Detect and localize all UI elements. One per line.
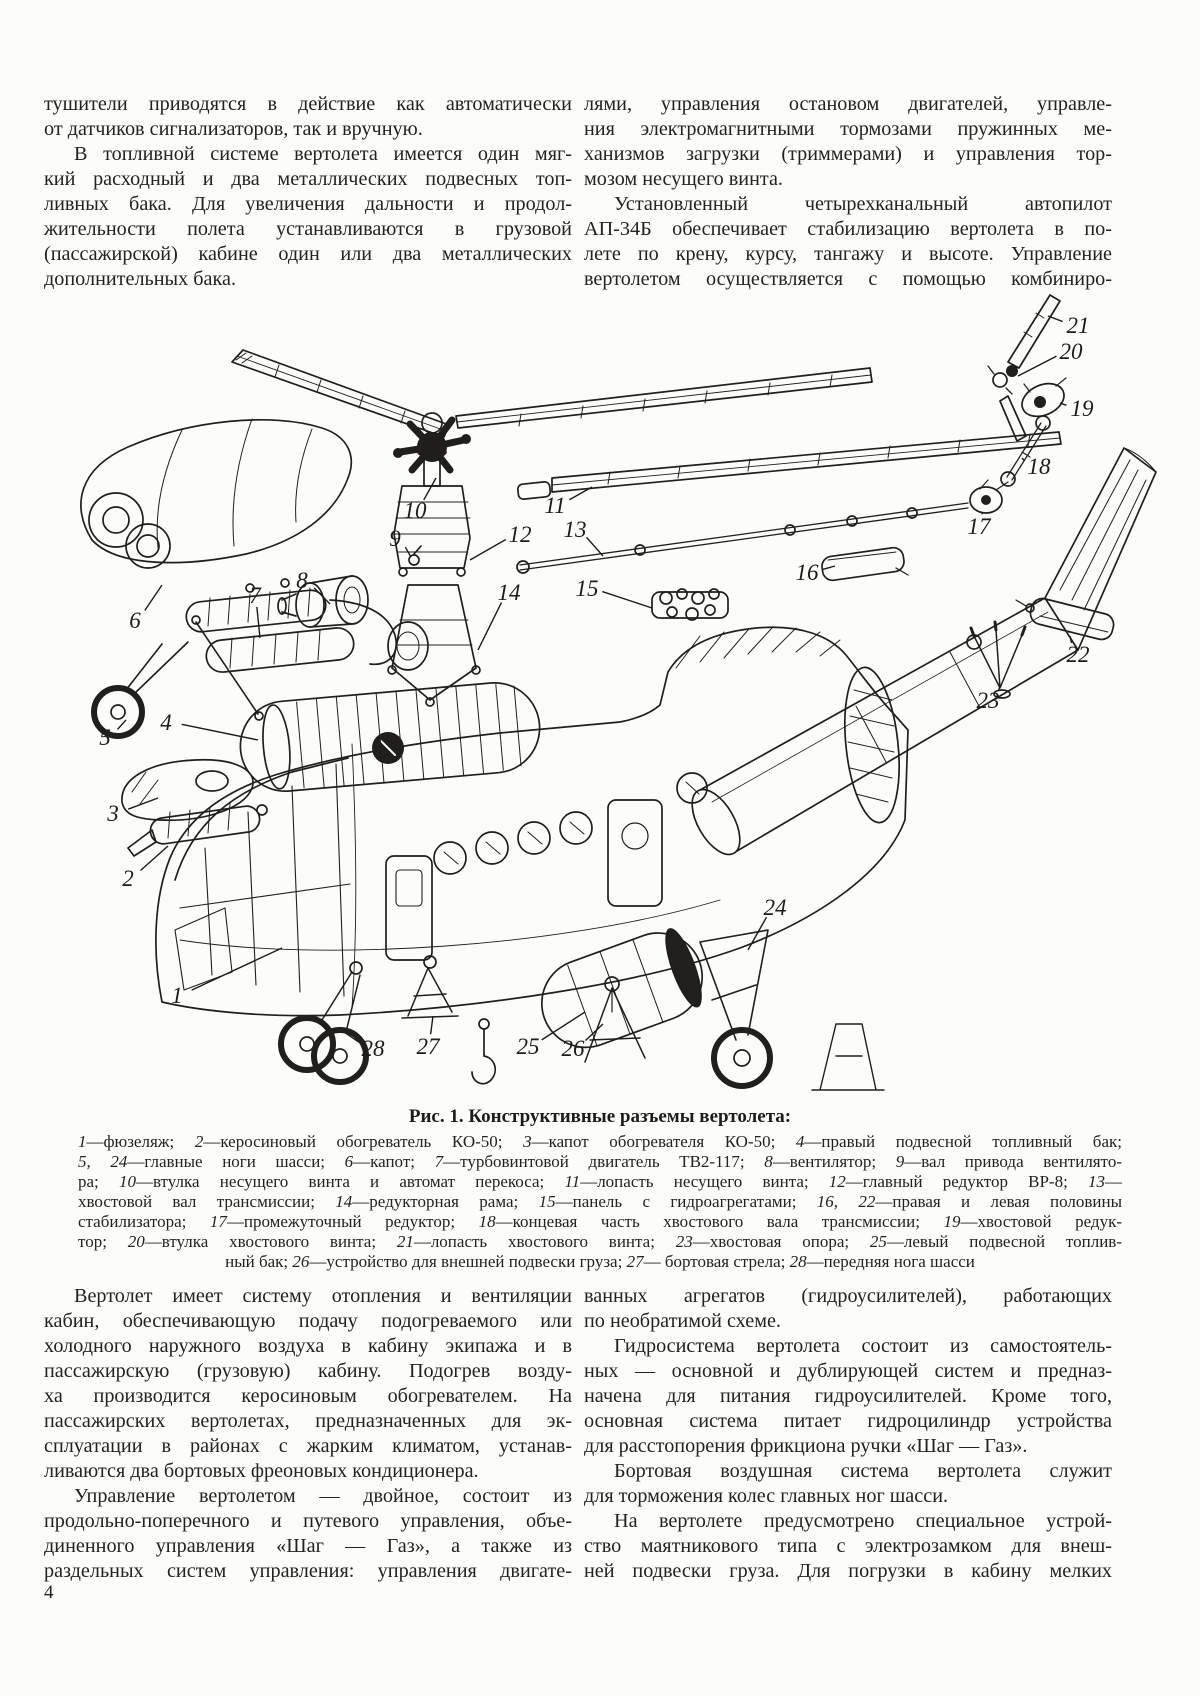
- text-line: лями, управления остановом двигателей, управле-: [584, 93, 1112, 115]
- label-leader-line: [117, 720, 126, 729]
- legend-line: ра; 10—втулка несущего винта и автомат перекоса; 11—лопасть несущего винта; 12—главный редуктор ВР-8; 13—: [78, 1172, 1122, 1191]
- diagram-label-27: 27: [416, 1034, 440, 1059]
- label-leader-line: [1022, 458, 1025, 461]
- diagram-label-15: 15: [575, 576, 599, 601]
- text-line: сплуатации в районах с жарким климатом, устанав-: [44, 1435, 572, 1457]
- diagram-label-18: 18: [1027, 454, 1051, 479]
- diagram-label-12: 12: [508, 522, 532, 547]
- text-line: пассажирских вертолетах, предназначенных для эк-: [44, 1410, 572, 1432]
- rear-gear: [700, 930, 884, 1090]
- text-line: ливных бака. Для увеличения дальности и продол-: [44, 193, 572, 215]
- heater-ko50: [128, 804, 267, 856]
- diagram-label-1: 1: [171, 983, 183, 1008]
- main-rotor-blade-left: [232, 350, 449, 437]
- diagram-label-13: 13: [563, 517, 587, 542]
- tail-rotor-hub: [988, 365, 1018, 394]
- diagram-label-19: 19: [1070, 396, 1094, 421]
- label-leader-line: [431, 1016, 433, 1034]
- text-line: ванных агрегатов (гидроусилителей), работающих: [584, 1285, 1112, 1307]
- text-line: Бортовая воздушная система вертолета служит: [614, 1460, 1112, 1482]
- text-line: Вертолет имеет систему отопления и вентиляции: [74, 1285, 572, 1307]
- fan: [278, 576, 368, 627]
- diagram-labels: [99, 313, 1094, 1061]
- text-line: мозом несущего винта.: [584, 168, 783, 190]
- text-line: для расстопорения фрикциона ручки «Шаг — Газ».: [584, 1435, 1028, 1457]
- diagram-label-8: 8: [296, 568, 308, 593]
- diagram-label-26: 26: [561, 1036, 585, 1061]
- legend-line: хвостовой вал трансмиссии; 14—редукторная рама; 15—панель с гидроагрегатами; 16, 22—правая и левая половины: [78, 1192, 1123, 1211]
- figure-caption: Рис. 1. Конструктивные разъемы вертолета:: [408, 1106, 792, 1127]
- diagram-label-20: 20: [1059, 339, 1083, 364]
- text-line: ство маятникового типа с электрозамком для внеш-: [584, 1535, 1112, 1557]
- heater-cowl: [122, 760, 253, 820]
- diagram-label-28: 28: [361, 1036, 385, 1061]
- label-leader-line: [314, 588, 330, 604]
- diagram-label-2: 2: [122, 866, 134, 891]
- label-leader-line: [1048, 316, 1063, 322]
- text-line: продольно-поперечного и путевого управления, объе-: [44, 1510, 572, 1532]
- diagram-label-5: 5: [99, 725, 111, 750]
- diagram-label-24: 24: [763, 895, 787, 920]
- text-line: от датчиков сигнализаторов, так и вручную.: [44, 118, 423, 140]
- text-line: Управление вертолетом — двойное, состоит из: [74, 1485, 572, 1507]
- diagram-label-25: 25: [516, 1034, 540, 1059]
- diagram-label-10: 10: [403, 498, 427, 523]
- legend-line: тор; 20—втулка хвостового винта; 21—лопасть хвостового винта; 23—хвостовая опора; 25—левый подвесной топлив-: [78, 1232, 1122, 1251]
- label-leader-line: [182, 724, 258, 740]
- text-line: ных — основной и дублирующей систем и предназ-: [584, 1360, 1112, 1382]
- text-line: дополнительных бака.: [44, 268, 236, 290]
- text-line: ха производится керосиновым обогревателем. На: [44, 1385, 572, 1407]
- label-leader-line: [823, 566, 835, 569]
- fuselage: [156, 627, 908, 1015]
- diagram-label-17: 17: [967, 514, 991, 539]
- diagram-label-11: 11: [544, 493, 566, 518]
- text-line: Установленный четырехканальный автопилот: [614, 193, 1112, 215]
- label-leader-line: [602, 592, 652, 608]
- diagram-label-23: 23: [976, 688, 1000, 713]
- text-line: лете по крену, курсу, тангажу и высоте. Управление: [584, 243, 1112, 265]
- main-rotor-blade-right: [456, 368, 872, 428]
- diagram-label-4: 4: [160, 710, 172, 735]
- text-line: (пассажирской) кабине один или два металлических: [44, 243, 572, 265]
- diagram-label-6: 6: [129, 608, 141, 633]
- page-number: 4: [44, 1582, 54, 1603]
- legend-line: стабилизатора; 17—промежуточный редуктор; 18—концевая часть хвостового вала трансмиссии; 19—хвостовой редук-: [78, 1212, 1122, 1231]
- text-line: по необратимой схеме.: [584, 1310, 781, 1332]
- text-line: раздельных систем управления: управления двигате-: [44, 1560, 572, 1582]
- main-gear: [94, 616, 263, 736]
- text-line: На вертолете предусмотрено специальное устрой-: [614, 1510, 1112, 1532]
- text-line: ханизмов загрузки (триммерами) и управления тор-: [584, 143, 1112, 165]
- text-line: жительности полета устанавливаются в грузовой: [44, 218, 572, 240]
- text-line: начена для питания гидроусилителей. Кроме того,: [584, 1385, 1112, 1407]
- intermediate-gearbox: [970, 480, 1008, 513]
- label-leader-line: [145, 585, 162, 610]
- diagram-label-16: 16: [795, 560, 819, 585]
- text-line: В топливной системе вертолета имеется один мяг-: [74, 143, 572, 165]
- legend-line: 5, 24—главные ноги шасси; 6—капот; 7—турбовинтовой двигатель ТВ2-117; 8—вентилятор; 9—вал привода вентилято-: [78, 1152, 1122, 1171]
- text-line: вертолетом осуществляется с помощью комбиниро-: [584, 268, 1112, 290]
- label-leader-line: [424, 478, 436, 500]
- diagram-label-14: 14: [497, 580, 521, 605]
- label-leader-line: [192, 948, 282, 990]
- legend-line: ный бак; 26—устройство для внешней подвески груза; 27— бортовая стрела; 28—передняя нога шасси: [225, 1252, 975, 1271]
- diagram-label-21: 21: [1066, 313, 1090, 338]
- tail-gearbox: [1017, 377, 1069, 422]
- label-leader-line: [478, 603, 501, 650]
- text-line: диненного управления «Шаг — Газ», а также из: [44, 1535, 572, 1557]
- legend-line: 1—фюзеляж; 2—керосиновый обогреватель КО-50; 3—капот обогревателя КО-50; 4—правый подвесной топливный бак;: [78, 1132, 1122, 1151]
- label-leader-line: [587, 537, 603, 556]
- text-line: кий расходный и два металлических подвесных топ-: [44, 168, 572, 190]
- text-line: АП-34Б обеспечивает стабилизацию вертолета в по-: [584, 218, 1112, 240]
- diagram-label-3: 3: [107, 801, 119, 826]
- text-line: Гидросистема вертолета состоит из самостоятель-: [614, 1335, 1112, 1357]
- label-leader-line: [470, 540, 506, 560]
- stabilizer-right-half: [821, 546, 908, 581]
- text-line: кабин, обеспечивающую подачу подогреваемого или: [44, 1310, 572, 1332]
- sling-device: [472, 977, 645, 1084]
- engine-cowl: [81, 419, 351, 568]
- label-leader-line: [257, 607, 260, 638]
- hydraulic-panel: [652, 589, 728, 620]
- main-rotor-blade-detached: [517, 432, 1061, 500]
- text-line: ней подвески груза. Для погрузки в кабину мелких: [584, 1560, 1112, 1582]
- stabilizer-left-half: [1016, 596, 1116, 642]
- text-line: ния электромагнитными тормозами пружинных ме-: [584, 118, 1112, 140]
- diagram-label-7: 7: [249, 583, 261, 608]
- text-line: холодного наружного воздуха в кабину экипажа и в: [44, 1335, 572, 1357]
- diagram-label-9: 9: [389, 526, 401, 551]
- diagram-label-22: 22: [1066, 642, 1090, 667]
- text-line: ливаются два бортовых фреоновых кондиционера.: [44, 1460, 479, 1482]
- text-line: основная система питает гидроцилиндр устройства: [584, 1410, 1112, 1432]
- text-line: для торможения колес главных ног шасси.: [584, 1485, 949, 1507]
- text-line: тушители приводятся в действие как автоматически: [44, 93, 572, 115]
- text-line: пассажирскую (грузовую) кабину. Подогрев возду-: [44, 1360, 572, 1382]
